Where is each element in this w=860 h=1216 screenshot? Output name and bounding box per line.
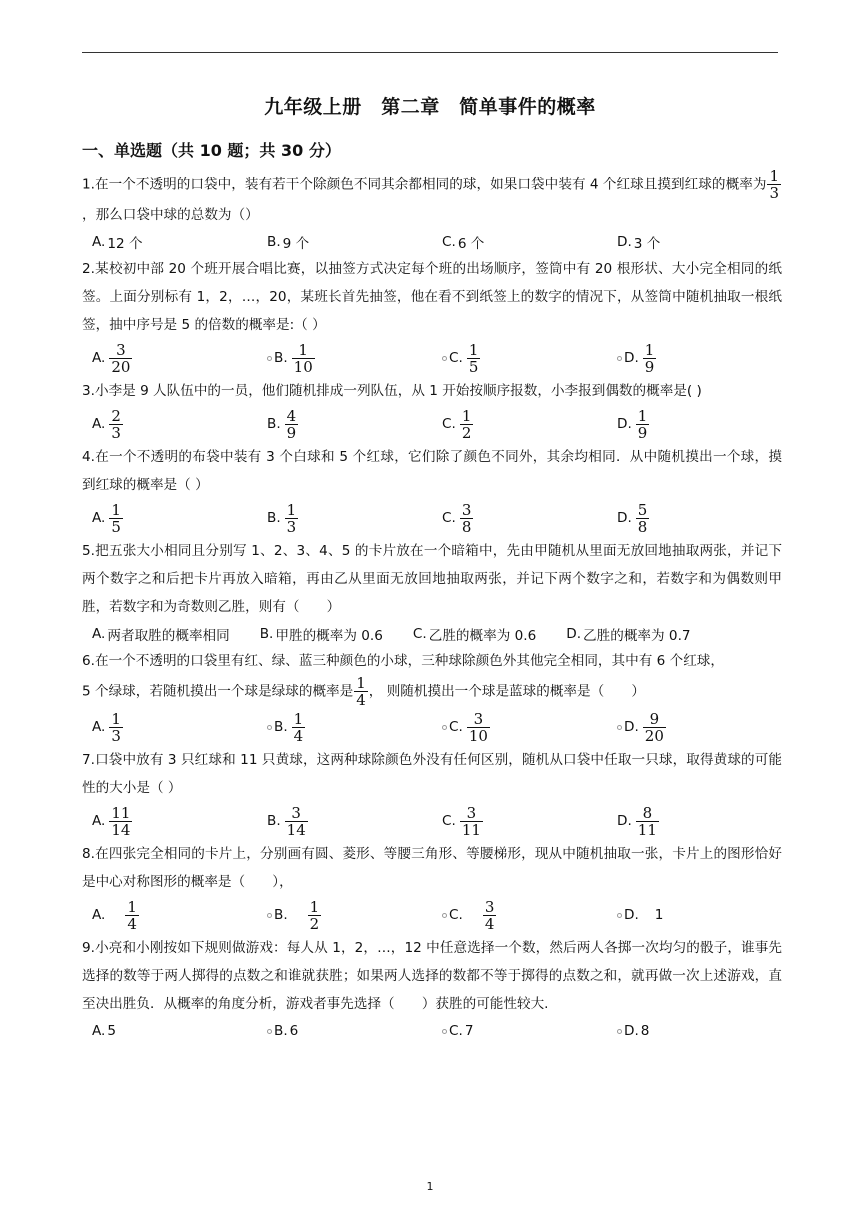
question-3 <box>82 377 782 443</box>
question-text: 4.在一个不透明的布袋中装有 3 个白球和 5 个红球，它们除了颜色不同外，其余均相同．从中随机摸出一个球，摸到红球的概率是（ ） <box>82 449 782 493</box>
option-b[interactable]: B. $\frac{1}{10}$ <box>267 342 442 375</box>
option-a[interactable]: A. 两者取胜的概率相同 <box>92 626 230 644</box>
option-c[interactable]: C. 6 个 <box>442 234 485 252</box>
option-b[interactable]: B. 9 个 <box>267 234 310 252</box>
question-text: 6.在一个不透明的口袋里有红、绿、蓝三种颜色的小球，三种球除颜色外其他完全相同，其中有 6 个红球， 5 个绿球，若随机摸出一个球是绿球的概率是 $\frac{1}{4}$ ， 则随机摸出一个球是蓝球的概率是（ ） <box>82 653 724 709</box>
option-d[interactable]: D. $\frac{8}{11}$ <box>617 803 657 839</box>
option-a[interactable]: A. $\frac{11}{14}$ <box>92 803 131 839</box>
option-b[interactable]: B. 甲胜的概率为 0.6 <box>259 626 383 644</box>
option-d[interactable]: D. 3 个 <box>617 234 661 252</box>
options <box>82 339 782 377</box>
questions-list <box>82 168 782 1044</box>
option-a[interactable]: A. $\frac{1}{5}$ <box>92 500 121 536</box>
option-c[interactable]: C. $\frac{3}{8}$ <box>442 500 472 536</box>
option-c[interactable]: C. 乙胜的概率为 0.6 <box>412 626 537 644</box>
options <box>82 229 782 255</box>
options <box>82 1018 782 1044</box>
options <box>82 896 782 934</box>
options <box>82 405 782 443</box>
option-b[interactable]: B. $\frac{1}{2}$ <box>267 899 442 932</box>
option-a[interactable]: A. $\frac{1}{4}$ <box>92 897 137 933</box>
option-b[interactable]: B. $\frac{3}{14}$ <box>267 803 306 839</box>
option-d[interactable]: D. $\frac{1}{9}$ <box>617 406 648 442</box>
question-4 <box>82 443 782 537</box>
page-title: 九年级上册 第二章 简单事件的概率 <box>264 96 596 118</box>
options <box>82 708 782 746</box>
option-c[interactable]: C. $\frac{3}{10}$ <box>442 711 617 744</box>
question-7 <box>82 746 782 840</box>
option-d[interactable]: D. 8 <box>617 1023 792 1039</box>
page-number: 1 <box>426 1180 434 1193</box>
question-8 <box>82 840 782 934</box>
option-b[interactable]: B. 6 <box>267 1023 442 1039</box>
option-b[interactable]: B. $\frac{1}{4}$ <box>267 711 442 744</box>
question-text: 5.把五张大小相同且分别写 1、2、3、4、5 的卡片放在一个暗箱中，先由甲随机从里面无放回地抽取两张，并记下两个数字之和后把卡片再放入暗箱，再由乙从里面无放回地抽取两张，并记下两个数字之和，若数字和为偶数则甲胜，若数字和为奇数则乙胜，则有（ ） <box>82 543 782 615</box>
question-5 <box>82 537 782 647</box>
question-text: 1.在一个不透明的口袋中，装有若干个除颜色不同其余都相同的球，如果口袋中装有 4 个红球且摸到红球的概率为 $\frac{1}{3}$ ，那么口袋中球的总数为（） <box>82 167 779 223</box>
option-d[interactable]: D. $\frac{5}{8}$ <box>617 500 648 536</box>
options <box>82 621 782 647</box>
option-a[interactable]: A. $\frac{3}{20}$ <box>92 340 131 376</box>
option-c[interactable]: C. $\frac{1}{5}$ <box>442 342 617 375</box>
section-heading: 一、单选题（共 10 题；共 30 分） <box>82 141 341 160</box>
option-d[interactable]: D. 1 <box>617 907 792 923</box>
option-c[interactable]: C. $\frac{1}{2}$ <box>442 406 472 442</box>
options <box>82 499 782 537</box>
question-9 <box>82 934 782 1044</box>
question-2 <box>82 255 782 377</box>
question-6 <box>82 647 782 746</box>
option-a[interactable]: A. $\frac{2}{3}$ <box>92 406 121 442</box>
option-d[interactable]: D. $\frac{9}{20}$ <box>617 711 792 744</box>
option-d[interactable]: D. $\frac{1}{9}$ <box>617 342 792 375</box>
question-1 <box>82 168 782 255</box>
question-text: 2.某校初中部 20 个班开展合唱比赛，以抽签方式决定每个班的出场顺序，签筒中有 20 根形状、大小完全相同的纸签。上面分别标有 1，2，…，20，某班长首先抽签，他在看不到纸签上的数字的情况下，从签筒中随机抽取一根纸签，抽中序号是 5 的倍数的概率是:（ ） <box>82 261 782 333</box>
header-rule <box>82 52 778 53</box>
question-text: 7.口袋中放有 3 只红球和 11 只黄球，这两种球除颜色外没有任何区别，随机从口袋中任取一只球，取得黄球的可能性的大小是（ ） <box>82 752 782 796</box>
option-c[interactable]: C. $\frac{3}{11}$ <box>442 803 481 839</box>
question-text: 8.在四张完全相同的卡片上，分别画有圆、菱形、等腰三角形、等腰梯形，现从中随机抽取一张，卡片上的图形恰好是中心对称图形的概率是（ ）， <box>82 846 782 890</box>
option-c[interactable]: C. 7 <box>442 1023 617 1039</box>
fraction: $\frac{1}{3}$ <box>769 167 779 202</box>
option-a[interactable]: A. 5 <box>92 1023 117 1039</box>
option-b[interactable]: B. $\frac{4}{9}$ <box>267 406 297 442</box>
option-a[interactable]: A. 12 个 <box>92 234 143 252</box>
question-text: 9.小亮和小刚按如下规则做游戏：每人从 1，2，…，12 中任意选择一个数，然后两人各掷一次均匀的骰子，谁事先选择的数等于两人掷得的点数之和谁就获胜；如果两人选择的数都不等于掷得的点数之和，就再做一次上述游戏，直至决出胜负．从概率的角度分析，游戏者事先选择（ ）获胜的可能性较大. <box>82 940 782 1012</box>
option-c[interactable]: C. $\frac{3}{4}$ <box>442 899 617 932</box>
question-text: 3.小李是 9 人队伍中的一员，他们随机排成一列队伍，从 1 开始按顺序报数，小李报到偶数的概率是( ) <box>82 383 702 399</box>
option-d[interactable]: D. 乙胜的概率为 0.7 <box>566 626 691 644</box>
option-b[interactable]: B. $\frac{1}{3}$ <box>267 500 297 536</box>
options <box>82 802 782 840</box>
fraction: $\frac{1}{4}$ <box>356 674 366 709</box>
option-a[interactable]: A. $\frac{1}{3}$ <box>92 709 121 745</box>
